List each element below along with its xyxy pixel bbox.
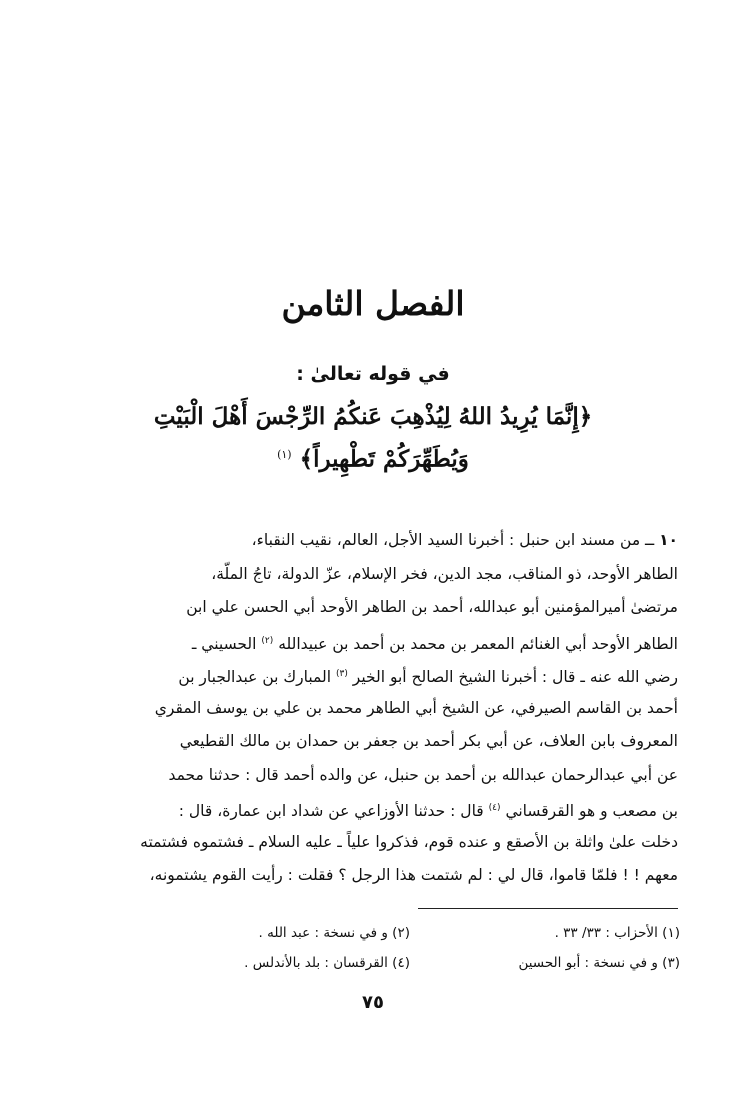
body-line-text: الطاهر الأوحد أبي الغنائم المعمر بن محمد بن أحمد بن عبيدالله	[278, 634, 678, 653]
body-line-6: أحمد بن القاسم الصيرفي، عن الشيخ أبي الطاهر محمد بن علي بن يوسف المقري	[154, 698, 678, 717]
footnote-ref-4: (٤)	[488, 803, 501, 813]
verse-footnote-ref: (١)	[277, 448, 292, 461]
footnote-ref-3: (٣)	[335, 669, 348, 679]
body-line-8: عن أبي عبدالرحمان عبدالله بن أحمد بن حنبل، عن والده أحمد قال : حدثنا محمد	[168, 765, 678, 784]
footnote-3: (٣) و في نسخة : أبو الحسين	[518, 955, 680, 971]
verse-line-2	[140, 436, 606, 479]
body-line-7: المعروف بابن العلاف، عن أبي بكر أحمد بن جعفر بن حمدان بن مالك القطيعي	[179, 732, 678, 750]
chapter-title: الفصل الثامن	[281, 284, 465, 323]
verse-line-1: ﴿إِنَّمَا يُرِيدُ اللهُ لِيُذْهِبَ عَنكُمُ الرِّجْسَ أَهْلَ الْبَيْتِ	[153, 403, 593, 430]
body-line-11: معهم ! ! فلمّا قاموا، قال لي : لم شتمت هذا الرجل ؟ فقلت : رأيت القوم يشتمونه،	[149, 866, 678, 884]
body-line-text: رضي الله عنه ـ قال : أخبرنا الشيخ الصالح أبو الخير	[352, 668, 678, 687]
body-line-text: قال : حدثنا الأوزاعي عن شداد ابن عمارة، قال :	[178, 802, 484, 821]
body-line-5	[68, 658, 678, 692]
body-line-3: مرتضىٰ أميرالمؤمنين أبو عبدالله، أحمد بن الطاهر الأوحد أبي الحسن علي ابن	[186, 598, 678, 616]
footnote-4: (٤) القرقسان : بلد بالأندلس .	[244, 955, 410, 971]
body-line-2: الطاهر الأوحد، ذو المناقب، مجد الدين، فخر الإسلام، عزّ الدولة، تاجُ الملّة،	[211, 564, 678, 583]
body-line-9	[68, 792, 678, 826]
footnotes	[140, 918, 680, 978]
body-line-text: المبارك بن عبدالجبار بن	[178, 668, 332, 687]
footnote-row	[140, 948, 680, 978]
body-line-4	[68, 625, 678, 659]
hadith-number: ١٠	[659, 531, 678, 549]
hadith-body	[68, 524, 678, 893]
footnote-2: (٢) و في نسخة : عبد الله .	[258, 925, 410, 941]
footnote-row	[140, 918, 680, 948]
body-line-text: الحسيني ـ	[191, 634, 257, 653]
page-number: ٧٥	[362, 992, 384, 1013]
footnote-ref-2: (٢)	[261, 635, 274, 646]
verse-intro: في قوله تعالىٰ :	[296, 363, 450, 385]
body-line-1	[68, 524, 678, 558]
footnote-divider	[418, 908, 678, 909]
verse-line-2-text: وَيُطَهِّرَكُمْ تَطْهِيراً﴾	[299, 445, 469, 473]
body-line-10: دخلت علىٰ واثلة بن الأصقع و عنده قوم، فذكروا علياً ـ عليه السلام ـ فشتموه فشتمته	[140, 832, 678, 851]
body-line-text: ــ من مسند ابن حنبل : أخبرنا السيد الأجل، العالم، نقيب النقباء،	[251, 531, 655, 549]
body-line-text: بن مصعب و هو القرقساني	[505, 802, 678, 821]
footnote-1: (١) الأحزاب : ٣٣/ ٣٣ .	[554, 925, 680, 941]
quran-verse	[140, 398, 606, 479]
